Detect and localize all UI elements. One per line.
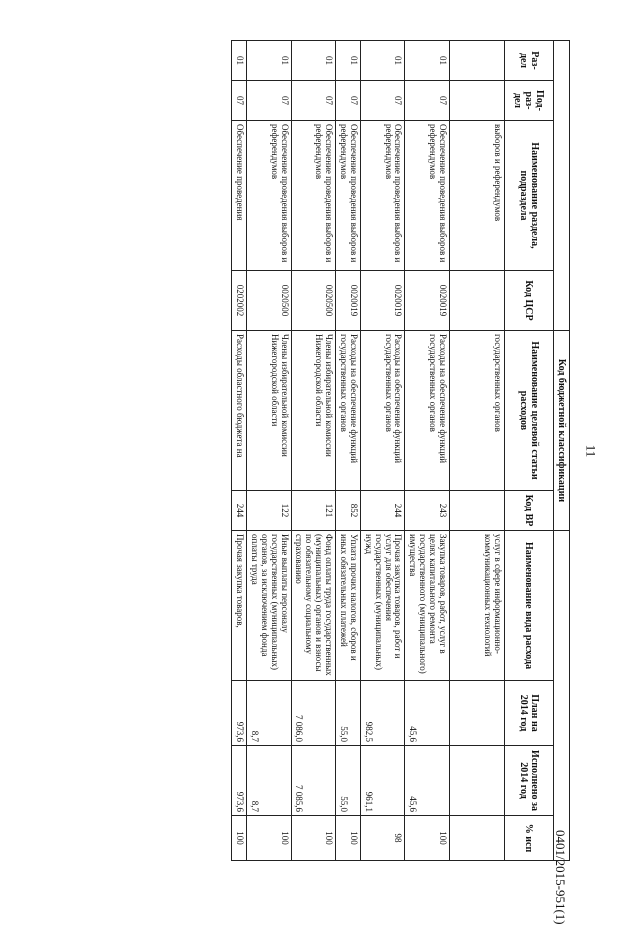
header-executed: Исполнено за 2014 год (505, 746, 554, 816)
header-target-article: Наименование целевой статьи расходов (505, 331, 554, 491)
cell-plan: 982,5 (360, 681, 405, 746)
cell-csr: 0020019 (405, 271, 450, 331)
table-row (405, 41, 450, 861)
header-csr-code: Код ЦСР (505, 271, 554, 331)
cell-kind: Уплата прочих налогов, сборов и иных обязательных платежей (336, 531, 361, 681)
cell-section (450, 41, 505, 81)
budget-execution-table (231, 40, 570, 861)
cell-csr (450, 271, 505, 331)
cell-vr (450, 491, 505, 531)
cell-plan: 45,6 (405, 681, 450, 746)
cell-name: Обеспечение проведения (232, 121, 247, 271)
cell-name: Обеспечение проведения выборов и референдумов (336, 121, 361, 271)
cell-section: 01 (336, 41, 361, 81)
cell-kind: Закупка товаров, работ, услуг в целях капитального ремонта государственного (муниципального) имущества (405, 531, 450, 681)
table-row (336, 41, 361, 861)
cell-executed (450, 746, 505, 816)
cell-percent: 100 (291, 816, 336, 861)
cell-name: выборов и референдумов (450, 121, 505, 271)
header-spacer (554, 41, 570, 331)
cell-percent: 100 (336, 816, 361, 861)
cell-subsection: 07 (246, 81, 291, 121)
cell-percent (450, 816, 505, 861)
cell-kind: Прочая закупка товаров, (232, 531, 247, 681)
cell-section: 01 (232, 41, 247, 81)
cell-plan: 8,7 (246, 681, 291, 746)
header-percent: % исп (505, 816, 554, 861)
cell-name: Обеспечение проведения выборов и референдумов (246, 121, 291, 271)
cell-section: 01 (291, 41, 336, 81)
cell-article: Члены избирательной комиссии Нижегородской области (246, 331, 291, 491)
budget-table-container (60, 40, 570, 860)
cell-article: Расходы на обеспечение функций государственных органов (336, 331, 361, 491)
header-vr-code: Код ВР (505, 491, 554, 531)
cell-name: Обеспечение проведения выборов и референдумов (360, 121, 405, 271)
table-row (232, 41, 247, 861)
page-number: 11 (583, 444, 599, 458)
cell-plan: 55,0 (336, 681, 361, 746)
cell-article: Члены избирательной комиссии Нижегородской области (291, 331, 336, 491)
cell-subsection: 07 (291, 81, 336, 121)
cell-csr: 0020019 (336, 271, 361, 331)
cell-kind: Фонд оплаты труда государственных (муниципальных) органов и взносы по обязательному социальному страхованию (291, 531, 336, 681)
cell-percent: 98 (360, 816, 405, 861)
cell-article: Расходы на обеспечение функций государственных органов (405, 331, 450, 491)
cell-vr: 243 (405, 491, 450, 531)
cell-plan (450, 681, 505, 746)
cell-executed: 973,6 (232, 746, 247, 816)
cell-executed: 7 085,6 (291, 746, 336, 816)
cell-section: 01 (405, 41, 450, 81)
cell-csr: 0020019 (360, 271, 405, 331)
header-section: Раз-дел (505, 41, 554, 81)
cell-vr: 244 (232, 491, 247, 531)
cell-name: Обеспечение проведения выборов и референдумов (291, 121, 336, 271)
cell-percent: 100 (246, 816, 291, 861)
header-name: Наименование раздела, подраздела (505, 121, 554, 271)
header-plan: План на 2014 год (505, 681, 554, 746)
cell-csr: 0020500 (291, 271, 336, 331)
cell-executed: 961,1 (360, 746, 405, 816)
table-row (246, 41, 291, 861)
cell-vr: 244 (360, 491, 405, 531)
header-spacer-right (554, 531, 570, 861)
cell-article: Расходы на обеспечение функций государственных органов (360, 331, 405, 491)
cell-plan: 973,6 (232, 681, 247, 746)
cell-kind: услуг в сфере информационно-коммуникационных технологий (450, 531, 505, 681)
cell-subsection (450, 81, 505, 121)
cell-subsection: 07 (336, 81, 361, 121)
cell-csr: 0202002 (232, 271, 247, 331)
header-expense-kind: Наименование вида расхода (505, 531, 554, 681)
cell-executed: 8,7 (246, 746, 291, 816)
cell-section: 01 (360, 41, 405, 81)
cell-csr: 0020500 (246, 271, 291, 331)
cell-section: 01 (246, 41, 291, 81)
cell-percent: 100 (405, 816, 450, 861)
cell-vr: 852 (336, 491, 361, 531)
cell-subsection: 07 (405, 81, 450, 121)
cell-name: Обеспечение проведения выборов и референдумов (405, 121, 450, 271)
cell-subsection: 07 (360, 81, 405, 121)
cell-plan: 7 086,0 (291, 681, 336, 746)
cell-kind: Прочая закупка товаров, работ и услуг для обеспечения государственных (муниципальных) нужд (360, 531, 405, 681)
table-row (450, 41, 505, 861)
cell-subsection: 07 (232, 81, 247, 121)
cell-vr: 121 (291, 491, 336, 531)
header-group-title: Код бюджетной классификации (554, 331, 570, 531)
header-subsection: Под-раз-дел (505, 81, 554, 121)
cell-kind: Иные выплаты персоналу государственных (муниципальных) органов, за исключением фонда оплаты труда (246, 531, 291, 681)
table-row (360, 41, 405, 861)
document-code: 0401/2015-951(1) (553, 830, 568, 925)
cell-article: Расходы областного бюджета на (232, 331, 247, 491)
cell-article: государственных органов (450, 331, 505, 491)
cell-vr: 122 (246, 491, 291, 531)
cell-percent: 100 (232, 816, 247, 861)
cell-executed: 45,6 (405, 746, 450, 816)
table-row (291, 41, 336, 861)
cell-executed: 55,0 (336, 746, 361, 816)
